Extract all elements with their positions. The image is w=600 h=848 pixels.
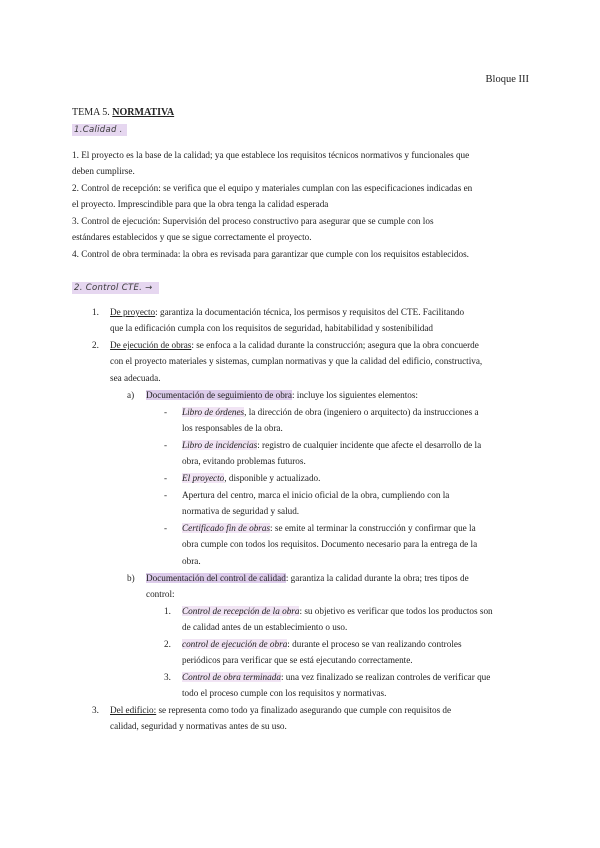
section-1-heading: 1.Calidad . (72, 124, 127, 136)
b-item: control de ejecución de obra: durante el proceso se van realizando controles (182, 639, 462, 649)
cte-item-execution: 2. (92, 340, 99, 350)
b-item: Control de recepción de la obra: su objetivo es verificar que todos los productos son (182, 606, 493, 616)
a-item: Certificado fin de obras: se emite al terminar la construcción y confirmar que la (182, 523, 476, 533)
s1-line: 4. Control de obra terminada: la obra es revisada para garantizar que cumple con los requisitos establecidos. (72, 249, 469, 259)
a-item: Libro de incidencias: registro de cualquier incidente que afecte el desarrollo de la (182, 440, 482, 450)
subitem-b-letter: b) (127, 573, 135, 583)
b-item-num: 1. (164, 606, 171, 616)
b-item-num: 3. (164, 672, 171, 682)
cte-item-execution-cont: con el proyecto materiales y sistemas, cumplan normativas y que la calidad del edificio, constructiva, (110, 356, 483, 366)
subitem-b: Documentación del control de calidad: garantiza la calidad durante la obra; tres tipos de (146, 573, 469, 583)
a-item: El proyecto, disponible y actualizado. (182, 473, 321, 483)
a-item: Libro de órdenes, la dirección de obra (ingeniero o arquitecto) da instrucciones a (182, 407, 479, 417)
s1-line: deben cumplirse. (72, 166, 135, 176)
dash-bullet: - (164, 523, 168, 533)
b-item-cont: todo el proceso cumple con los requisitos y normativas. (182, 688, 387, 698)
cte-item-project-cont: que la edificación cumpla con los requisitos de seguridad, habitabilidad y sostenibilidad (110, 323, 434, 333)
dash-bullet: - (164, 407, 168, 417)
cte-item-project-text: De proyecto: garantiza la documentación técnica, los permisos y requisitos del CTE. Facilitando (110, 307, 465, 317)
a-item-cont: obra. (182, 556, 201, 566)
topic-prefix: TEMA 5. (72, 107, 110, 118)
block-label: Bloque III (485, 74, 529, 85)
a-item: Apertura del centro, marca el inicio oficial de la obra, cumpliendo con la (182, 490, 450, 500)
cte-item-project: 1. (92, 307, 99, 317)
cte-item-building-cont: calidad, seguridad y normativas antes de su uso. (110, 721, 287, 731)
s1-line: 1. El proyecto es la base de la calidad; ya que establece los requisitos técnicos normativos y funcionales que (72, 150, 470, 160)
dash-bullet: - (164, 440, 168, 450)
b-item-cont: de calidad antes de un establecimiento o uso. (182, 622, 348, 632)
b-item: Control de obra terminada: una vez finalizado se realizan controles de verificar que (182, 672, 491, 682)
cte-item-building: 3. (92, 705, 99, 715)
s1-line: el proyecto. Imprescindible para que la obra tenga la calidad esperada (72, 199, 329, 209)
section-2-heading: 2. Control CTE. → (72, 282, 159, 294)
dash-bullet: - (164, 490, 168, 500)
s1-line: estándares establecidos y que se sigue correctamente el proyecto. (72, 232, 312, 242)
b-item-cont: periódicos para verificar que se está ejecutando correctamente. (182, 655, 413, 665)
s1-line: 2. Control de recepción: se verifica que el equipo y materiales cumplan con las especificaciones indicadas en (72, 183, 473, 193)
topic-title (72, 107, 174, 119)
dash-bullet: - (164, 473, 168, 483)
a-item-cont: obra cumple con todos los requisitos. Documento necesario para la entrega de la (182, 539, 478, 549)
subitem-b-cont: control: (146, 589, 175, 599)
cte-item-execution-cont: sea adecuada. (110, 373, 161, 383)
cte-item-building-text: Del edificio: se representa como todo ya finalizado asegurando que cumple con requisitos de (110, 705, 452, 715)
a-item-cont: obra, evitando problemas futuros. (182, 456, 306, 466)
topic-name: NORMATIVA (112, 107, 175, 118)
b-item-num: 2. (164, 639, 171, 649)
cte-item-execution-text: De ejecución de obras: se enfoca a la calidad durante la construcción; asegura que la obra concuerde (110, 340, 479, 350)
a-item-cont: los responsables de la obra. (182, 423, 283, 433)
a-item-cont: normativa de seguridad y salud. (182, 506, 300, 516)
subitem-a: Documentación de seguimiento de obra: incluye los siguientes elementos: (146, 390, 418, 400)
subitem-a-letter: a) (127, 390, 135, 400)
s1-line: 3. Control de ejecución: Supervisión del proceso constructivo para asegurar que se cumple con los (72, 216, 434, 226)
